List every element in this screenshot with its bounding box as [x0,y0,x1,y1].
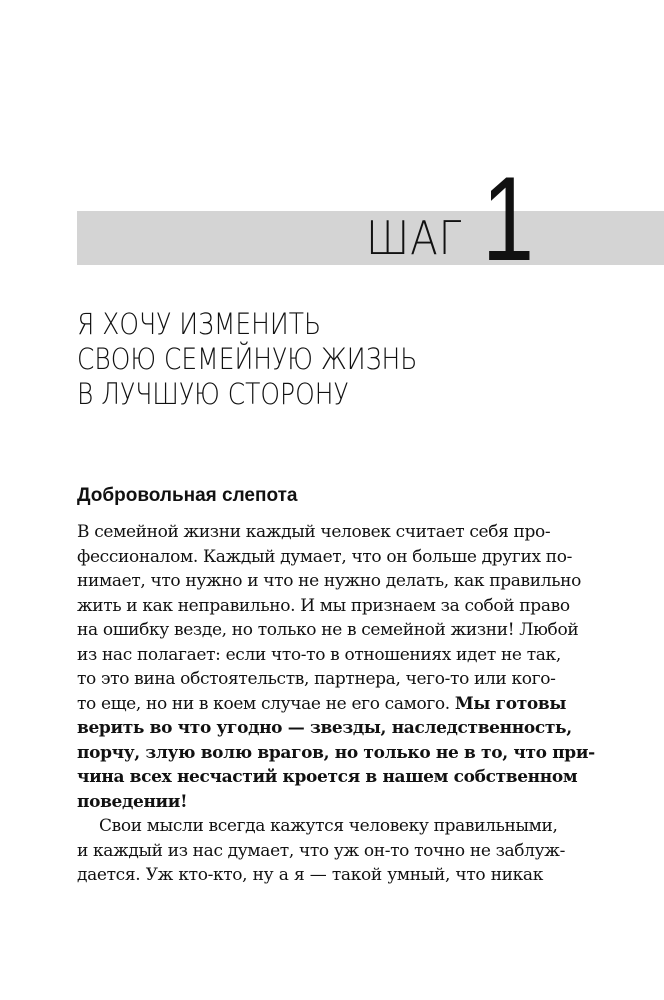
body-line: дается. Уж кто-кто, ну а я — такой умный, что никак [77,865,543,885]
step-word: ШАГ [366,211,463,265]
body-line: то это вина обстоятельств, партнера, чего-то или кого- [77,669,556,689]
body-line: нимает, что нужно и что не нужно делать, как правильно [77,571,581,591]
body-line: то еще, но ни в коем случае не его самого. Мы готовы [77,693,567,714]
body-bold-text: Мы готовы [454,693,567,714]
section-heading: Добровольная слепота [77,485,298,506]
body-line: Свои мысли всегда кажутся человеку правильными, [99,816,558,836]
body-line: чина всех несчастий кроется в нашем собственном [77,767,578,787]
body-line: жить и как неправильно. И мы признаем за собой право [77,595,570,616]
chapter-title-line: Я ХОЧУ ИЗМЕНИТЬ [77,307,322,341]
body-text [77,520,595,888]
body-line: фессионалом. Каждый думает, что он больше других по- [77,546,573,567]
body-line: и каждый из нас думает, что уж он-то точно не заблуж- [77,840,565,861]
body-line: поведении! [77,791,188,812]
body-line: порчу, злую волю врагов, но только не в то, что при- [77,742,595,763]
body-line: верить во что угодно — звезды, наследственность, [77,718,572,738]
chapter-title-line: СВОЮ СЕМЕЙНУЮ ЖИЗНЬ [77,342,418,376]
body-line: В семейной жизни каждый человек считает себя про- [77,522,551,542]
body-line: на ошибку везде, но только не в семейной жизни! Любой [77,620,579,640]
body-line: из нас полагает: если что-то в отношениях идет не так, [77,644,561,665]
step-number: 1 [482,152,535,286]
chapter-title [77,307,559,412]
chapter-title-line: В ЛУЧШУЮ СТОРОНУ [77,377,349,411]
